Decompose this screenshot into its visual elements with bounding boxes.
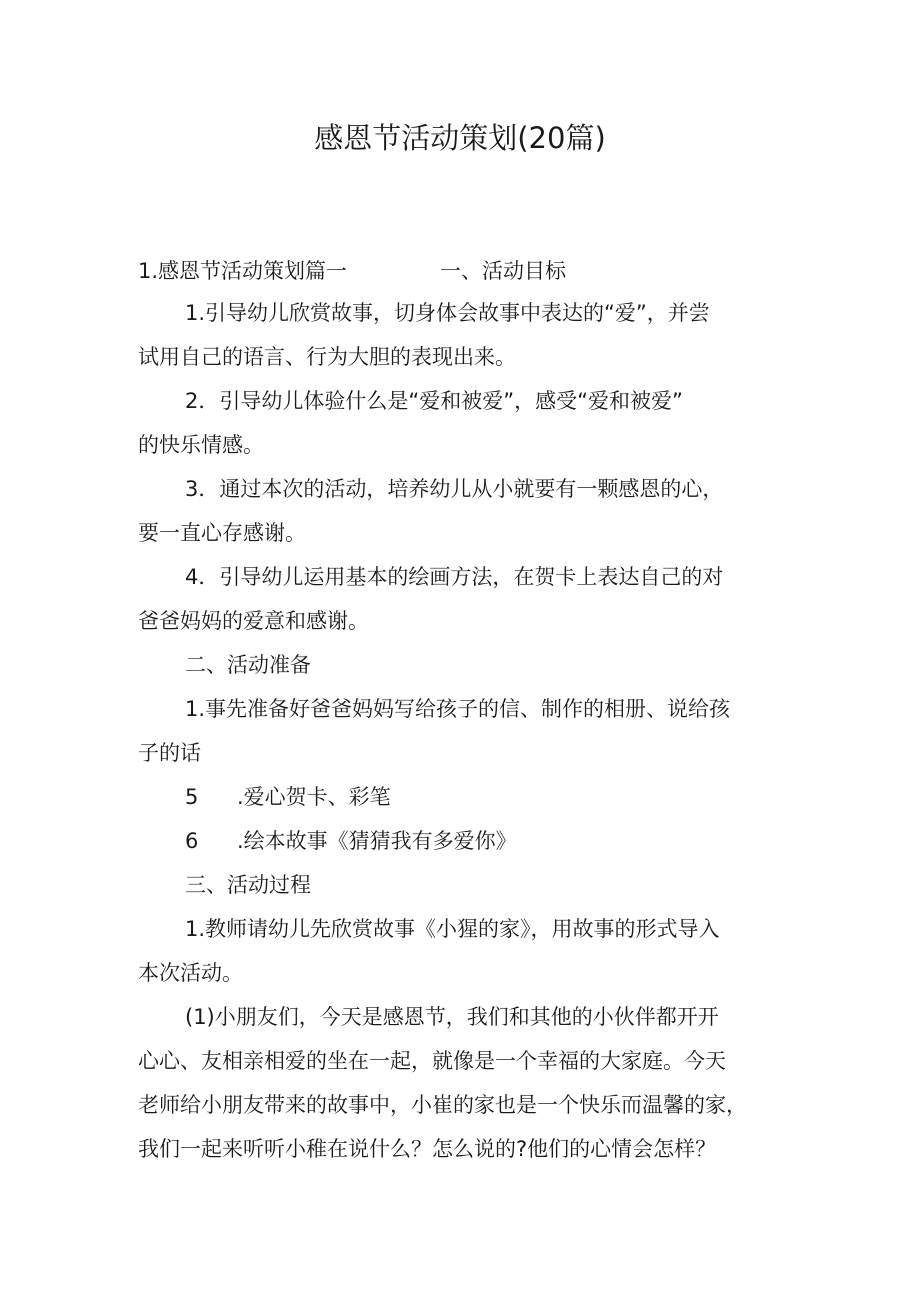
goal-4-line-2: 爸爸妈妈的爱意和感谢。 <box>138 609 369 633</box>
proc-1-line-1: 1.教师请幼儿先欣赏故事《小猩的家》，用故事的形式导入 <box>185 917 720 941</box>
document-body <box>138 291 788 1171</box>
proc-sub-line-4: 我们一起来听听小稚在说什么？怎么说的?他们的心情会怎样？ <box>138 1137 717 1161</box>
goal-2-line-2: 的快乐情感。 <box>138 433 264 457</box>
prep-1-line-2: 子的话 <box>138 741 201 765</box>
prep-item-6 <box>138 819 788 863</box>
proc-sub-line-2: 心心、友相亲相爱的坐在一起，就像是一个幸福的大家庭。今天 <box>138 1049 726 1073</box>
goal-1-line-1: 1.引导幼儿欣赏故事，切身体会故事中表达的“爱”，并尝 <box>185 301 710 325</box>
section-heading-preparation: 二、活动准备 <box>185 653 311 677</box>
prep-item-5-text: .爱心贺卡、彩笔 <box>237 785 391 809</box>
section-heading-goals: 一、活动目标 <box>440 259 566 283</box>
goal-3-line-1: 3．通过本次的活动，培养幼儿从小就要有一颗感恩的心， <box>185 477 724 501</box>
goal-4-line-1: 4．引导幼儿运用基本的绘画方法，在贺卡上表达自己的对 <box>185 565 724 589</box>
document-title: 感恩节活动策划(20篇) <box>314 121 606 155</box>
goal-1-line-2: 试用自己的语言、行为大胆的表现出来。 <box>138 345 516 369</box>
goal-3-line-2: 要一直心存感谢。 <box>138 521 306 545</box>
proc-1-line-2: 本次活动。 <box>138 961 243 985</box>
prep-item-6-text: .绘本故事《猜猜我有多爱你》 <box>237 829 517 853</box>
article-heading <box>138 252 788 290</box>
goal-2-line-1: 2．引导幼儿体验什么是“爱和被爱”，感受“爱和被爱” <box>185 389 683 413</box>
article-heading-title: 1.感恩节活动策划篇一 <box>138 259 348 283</box>
prep-item-5-number: 5 <box>185 785 199 809</box>
section-heading-process: 三、活动过程 <box>185 873 311 897</box>
proc-sub-line-1: (1)小朋友们，今天是感恩节，我们和其他的小伙伴都开开 <box>185 1005 719 1029</box>
prep-item-6-number: 6 <box>185 829 199 853</box>
prep-item-5 <box>138 775 788 819</box>
prep-1-line-1: 1.事先准备好爸爸妈妈写给孩子的信、制作的相册、说给孩 <box>185 697 731 721</box>
proc-sub-line-3: 老师给小朋友带来的故事中，小崔的家也是一个快乐而温馨的家， <box>138 1093 747 1117</box>
